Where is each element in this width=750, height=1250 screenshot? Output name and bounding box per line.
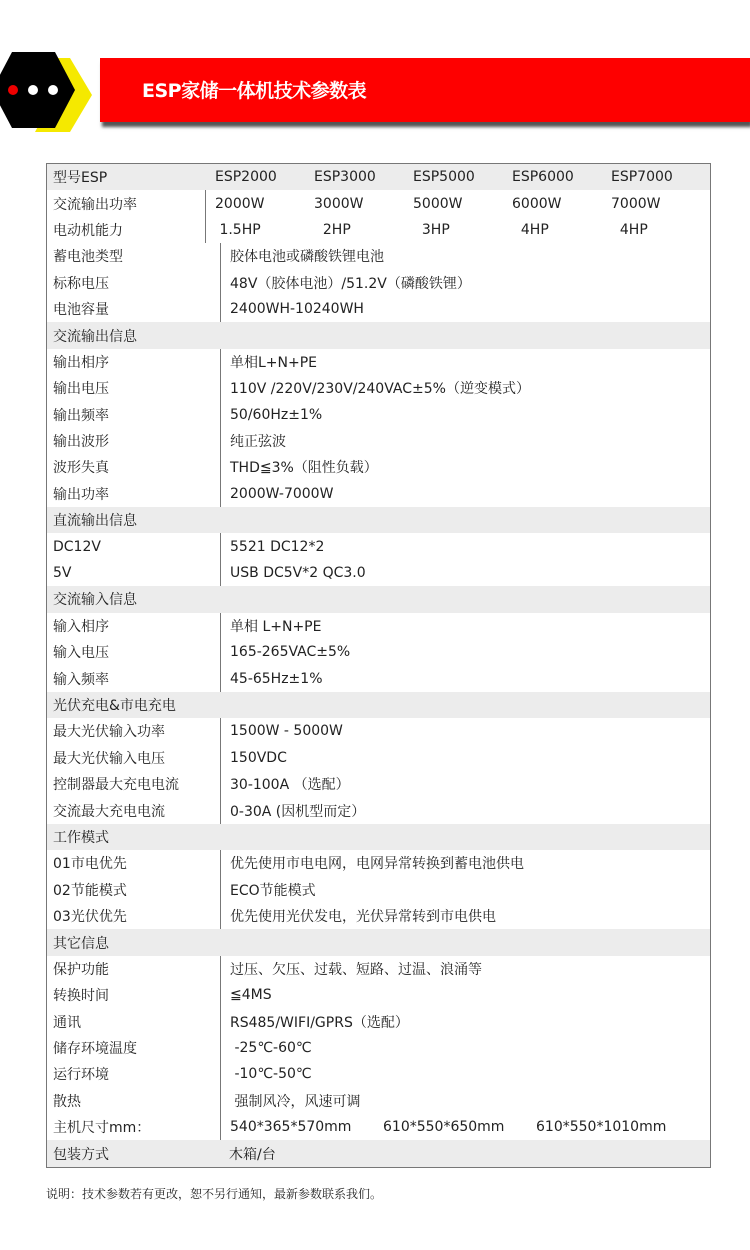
- cell-value: 4HP: [611, 221, 648, 238]
- table-row: [47, 903, 710, 929]
- logo-icon: [0, 50, 95, 132]
- cell-value: 1.5HP: [215, 221, 261, 238]
- table-row: [47, 560, 710, 586]
- cell-value: 48V（胶体电池）/51.2V（磷酸铁锂）: [230, 275, 471, 292]
- cell-value: 过压、欠压、过载、短路、过温、浪涌等: [230, 961, 482, 978]
- row-label: 最大光伏输入电压: [53, 750, 165, 767]
- cell-value: 5521 DC12*2: [230, 538, 325, 555]
- table-row: [47, 1061, 710, 1087]
- section-row: [47, 586, 710, 612]
- cell-value: 5000W: [413, 195, 463, 212]
- cell-value: 50/60Hz±1%: [230, 406, 323, 423]
- section-row: [47, 692, 710, 718]
- table-row: [47, 243, 710, 269]
- table-row: [47, 533, 710, 559]
- table-row: [47, 745, 710, 771]
- cell-value: 0-30A (因机型而定）: [230, 803, 366, 820]
- cell-value: 7000W: [611, 195, 661, 212]
- cell-value: -10℃-50℃: [230, 1066, 312, 1083]
- cell-value: 木箱/台: [229, 1146, 276, 1163]
- row-label: 交流最大充电电流: [53, 803, 165, 820]
- row-label: 储存环境温度: [53, 1041, 137, 1058]
- table-header-row: [47, 164, 710, 190]
- spec-table: [46, 163, 711, 1168]
- cell-value: 4HP: [512, 221, 549, 238]
- row-label: 保护功能: [53, 961, 109, 978]
- cell-value: 优先使用光伏发电，光伏异常转到市电供电: [230, 909, 496, 926]
- section-title: 交流输入信息: [53, 592, 137, 609]
- title-banner: [100, 58, 750, 122]
- row-label: 电动机能力: [53, 222, 123, 239]
- cell-value: 纯正弦波: [230, 434, 286, 451]
- cell-value: 30-100A （选配）: [230, 777, 350, 794]
- cell-value: -25℃-60℃: [230, 1040, 312, 1057]
- row-label: 03光伏优先: [53, 909, 127, 926]
- table-row: [47, 349, 710, 375]
- table-row: [47, 1088, 710, 1114]
- row-label: 输出相序: [53, 354, 109, 371]
- dimension-value: 610*550*1010mm: [536, 1119, 667, 1136]
- cell-value: 3HP: [413, 221, 450, 238]
- section-row: [47, 322, 710, 348]
- dimension-value: 540*365*570mm: [230, 1119, 352, 1136]
- section-title: 直流输出信息: [53, 513, 137, 530]
- table-row: [47, 613, 710, 639]
- row-label: 通讯: [53, 1014, 81, 1031]
- section-row: [47, 507, 710, 533]
- section-title: 光伏充电&市电充电: [53, 698, 176, 714]
- page-title: ESP家储一体机技术参数表: [142, 80, 367, 102]
- row-label: 波形失真: [53, 460, 109, 477]
- row-label: DC12V: [53, 538, 101, 555]
- table-row: [47, 956, 710, 982]
- row-label: 转换时间: [53, 988, 109, 1005]
- table-row: [47, 190, 710, 216]
- row-label: 包装方式: [53, 1146, 109, 1163]
- model-header: ESP7000: [611, 169, 673, 186]
- table-row: [47, 296, 710, 322]
- section-title: 交流输出信息: [53, 328, 137, 345]
- table-row: [47, 797, 710, 823]
- table-row: [47, 771, 710, 797]
- table-row: [47, 877, 710, 903]
- table-row: [47, 270, 710, 296]
- cell-value: 165-265VAC±5%: [230, 644, 351, 661]
- row-label: 散热: [53, 1093, 81, 1110]
- table-row: [47, 850, 710, 876]
- table-row: [47, 718, 710, 744]
- cell-value: 45-65Hz±1%: [230, 670, 323, 687]
- table-row: [47, 1114, 710, 1140]
- cell-value: ≦4MS: [230, 987, 272, 1004]
- row-label: 02节能模式: [53, 882, 127, 899]
- section-title: 工作模式: [53, 829, 109, 846]
- section-row: [47, 929, 710, 955]
- table-row: [47, 454, 710, 480]
- row-label: 输出功率: [53, 486, 109, 503]
- cell-value: ECO节能模式: [230, 882, 316, 899]
- footnote: 说明：技术参数若有更改，恕不另行通知，最新参数联系我们。: [46, 1187, 383, 1201]
- cell-value: 强制风冷，风速可调: [230, 1093, 361, 1110]
- row-label: 电池容量: [53, 302, 109, 319]
- table-row: [47, 1035, 710, 1061]
- row-label: 蓄电池类型: [53, 249, 123, 266]
- model-header: ESP2000: [215, 169, 277, 186]
- table-row: [47, 1140, 710, 1166]
- cell-value: 3000W: [314, 195, 364, 212]
- cell-value: 6000W: [512, 195, 562, 212]
- cell-value: 2400WH-10240WH: [230, 301, 364, 318]
- cell-value: 优先使用市电电网，电网异常转换到蓄电池供电: [230, 856, 524, 873]
- model-header: ESP5000: [413, 169, 475, 186]
- table-row: [47, 217, 710, 243]
- row-label: 01市电优先: [53, 856, 127, 873]
- cell-value: 胶体电池或磷酸铁锂电池: [230, 249, 384, 266]
- row-label: 输出波形: [53, 434, 109, 451]
- row-label: 最大光伏输入功率: [53, 724, 165, 741]
- cell-value: 单相L+N+PE: [230, 354, 318, 371]
- row-label: 5V: [53, 565, 72, 582]
- cell-value: 150VDC: [230, 749, 287, 766]
- row-label: 主机尺寸mm：: [53, 1120, 151, 1137]
- table-row: [47, 665, 710, 691]
- cell-value: 2000W-7000W: [230, 485, 334, 502]
- table-row: [47, 982, 710, 1008]
- row-label: 输入相序: [53, 618, 109, 635]
- table-row: [47, 375, 710, 401]
- cell-value: 2HP: [314, 221, 351, 238]
- cell-value: THD≦3%（阻性负载）: [230, 460, 378, 477]
- dimension-value: 610*550*650mm: [383, 1119, 505, 1136]
- row-label: 交流输出功率: [53, 196, 137, 213]
- header-label: 型号ESP: [53, 170, 108, 187]
- row-label: 输出电压: [53, 381, 109, 398]
- table-row: [47, 481, 710, 507]
- cell-value: 单相 L+N+PE: [230, 618, 322, 635]
- row-label: 输入频率: [53, 671, 109, 688]
- table-row: [47, 402, 710, 428]
- cell-value: 1500W - 5000W: [230, 723, 343, 740]
- model-header: ESP3000: [314, 169, 376, 186]
- row-label: 输入电压: [53, 645, 109, 662]
- model-header: ESP6000: [512, 169, 574, 186]
- cell-value: 2000W: [215, 195, 265, 212]
- row-label: 控制器最大充电电流: [53, 777, 179, 794]
- table-row: [47, 1009, 710, 1035]
- table-row: [47, 639, 710, 665]
- section-title: 其它信息: [53, 935, 109, 952]
- section-row: [47, 824, 710, 850]
- cell-value: RS485/WIFI/GPRS（选配）: [230, 1014, 409, 1031]
- table-row: [47, 428, 710, 454]
- row-label: 输出频率: [53, 407, 109, 424]
- cell-value: 110V /220V/230V/240VAC±5%（逆变模式）: [230, 381, 530, 398]
- cell-value: USB DC5V*2 QC3.0: [230, 565, 366, 582]
- row-label: 运行环境: [53, 1067, 109, 1084]
- row-label: 标称电压: [53, 275, 109, 292]
